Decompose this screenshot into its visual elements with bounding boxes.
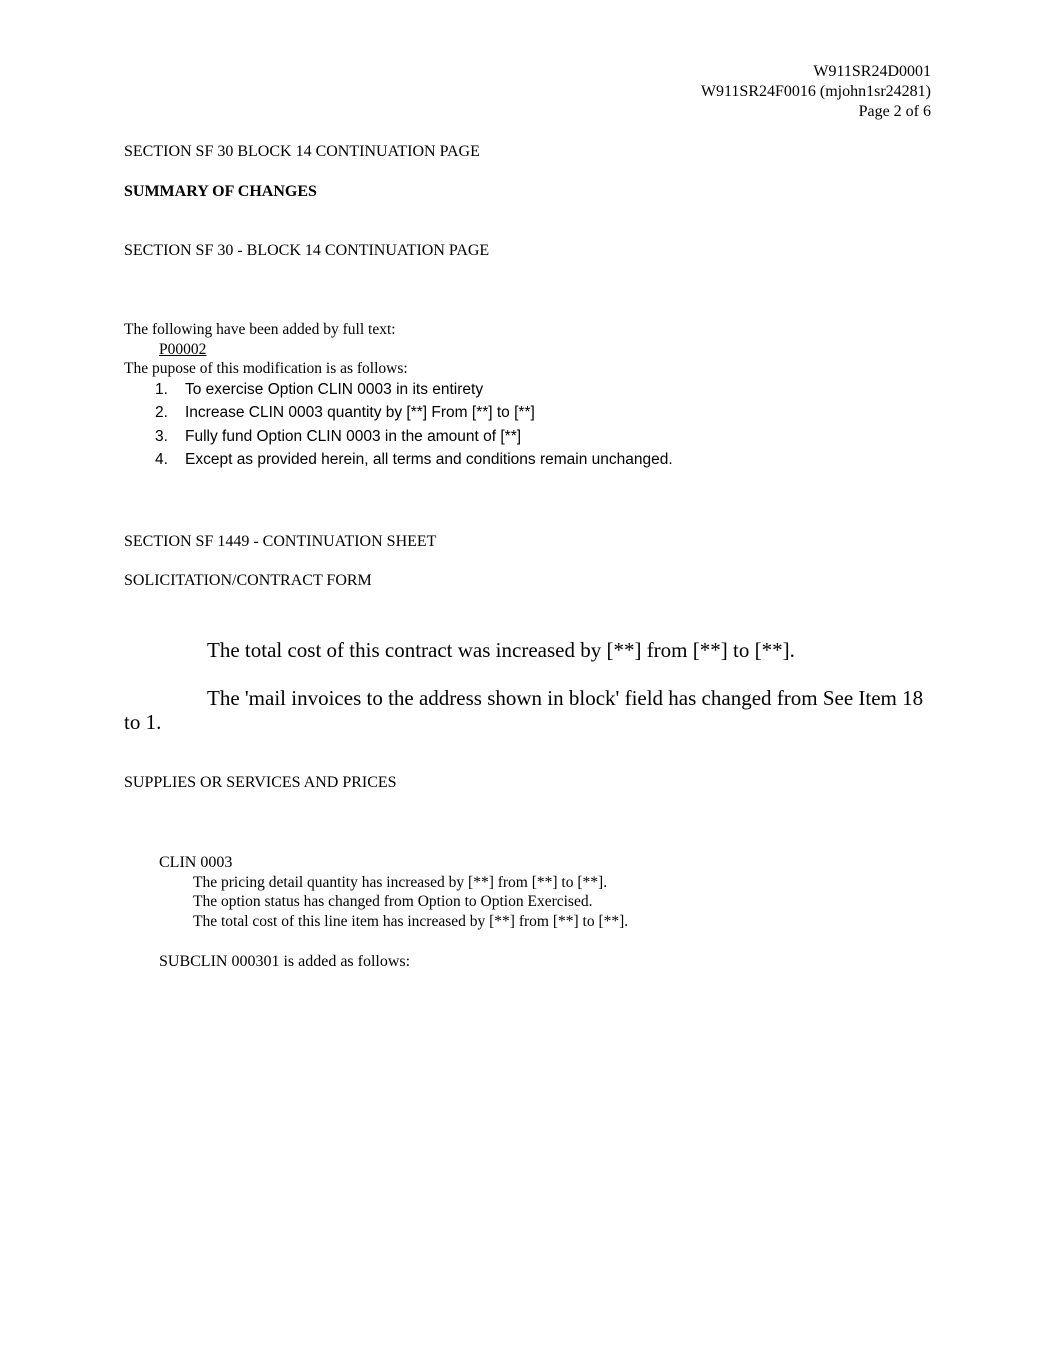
clin-change-item: The total cost of this line item has increased by [**] from [**] to [**].	[193, 913, 629, 930]
list-item-number: 2.	[155, 404, 168, 421]
mail-invoices-statement-continued: to 1.	[124, 710, 162, 734]
list-item-number: 4.	[155, 451, 168, 468]
subclin-statement: SUBCLIN 000301 is added as follows:	[159, 953, 411, 970]
page-number: Page 2 of 6	[858, 103, 931, 120]
list-item: Fully fund Option CLIN 0003 in the amount of [**]	[185, 428, 522, 445]
total-cost-statement: The total cost of this contract was increased by [**] from [**] to [**].	[207, 638, 795, 662]
purpose-intro: The pupose of this modification is as follows:	[124, 360, 408, 377]
contract-number: W911SR24D0001	[813, 63, 931, 80]
added-full-text-intro: The following have been added by full text:	[124, 321, 396, 338]
section-sf30-block14-subtitle: SECTION SF 30 - BLOCK 14 CONTINUATION PAGE	[124, 242, 490, 259]
clin-change-item: The option status has changed from Option to Option Exercised.	[193, 893, 593, 910]
supplies-services-prices-heading: SUPPLIES OR SERVICES AND PRICES	[124, 774, 397, 791]
order-number: W911SR24F0016 (mjohn1sr24281)	[700, 83, 931, 100]
list-item-number: 1.	[155, 381, 168, 398]
summary-of-changes-heading: SUMMARY OF CHANGES	[124, 183, 317, 200]
clin-label: CLIN 0003	[159, 854, 233, 871]
clin-change-item: The pricing detail quantity has increased by [**] from [**] to [**].	[193, 874, 608, 891]
solicitation-contract-form-heading: SOLICITATION/CONTRACT FORM	[124, 572, 372, 589]
modification-number: P00002	[159, 341, 207, 358]
mail-invoices-statement: The 'mail invoices to the address shown in block' field has changed from See Item 18	[207, 686, 924, 710]
list-item: To exercise Option CLIN 0003 in its entirety	[185, 381, 484, 398]
list-item: Increase CLIN 0003 quantity by [**] From [**] to [**]	[185, 404, 535, 421]
section-sf30-block14-title: SECTION SF 30 BLOCK 14 CONTINUATION PAGE	[124, 143, 480, 160]
section-sf1449-title: SECTION SF 1449 - CONTINUATION SHEET	[124, 533, 437, 550]
list-item: Except as provided herein, all terms and conditions remain unchanged.	[185, 451, 673, 468]
list-item-number: 3.	[155, 428, 168, 445]
